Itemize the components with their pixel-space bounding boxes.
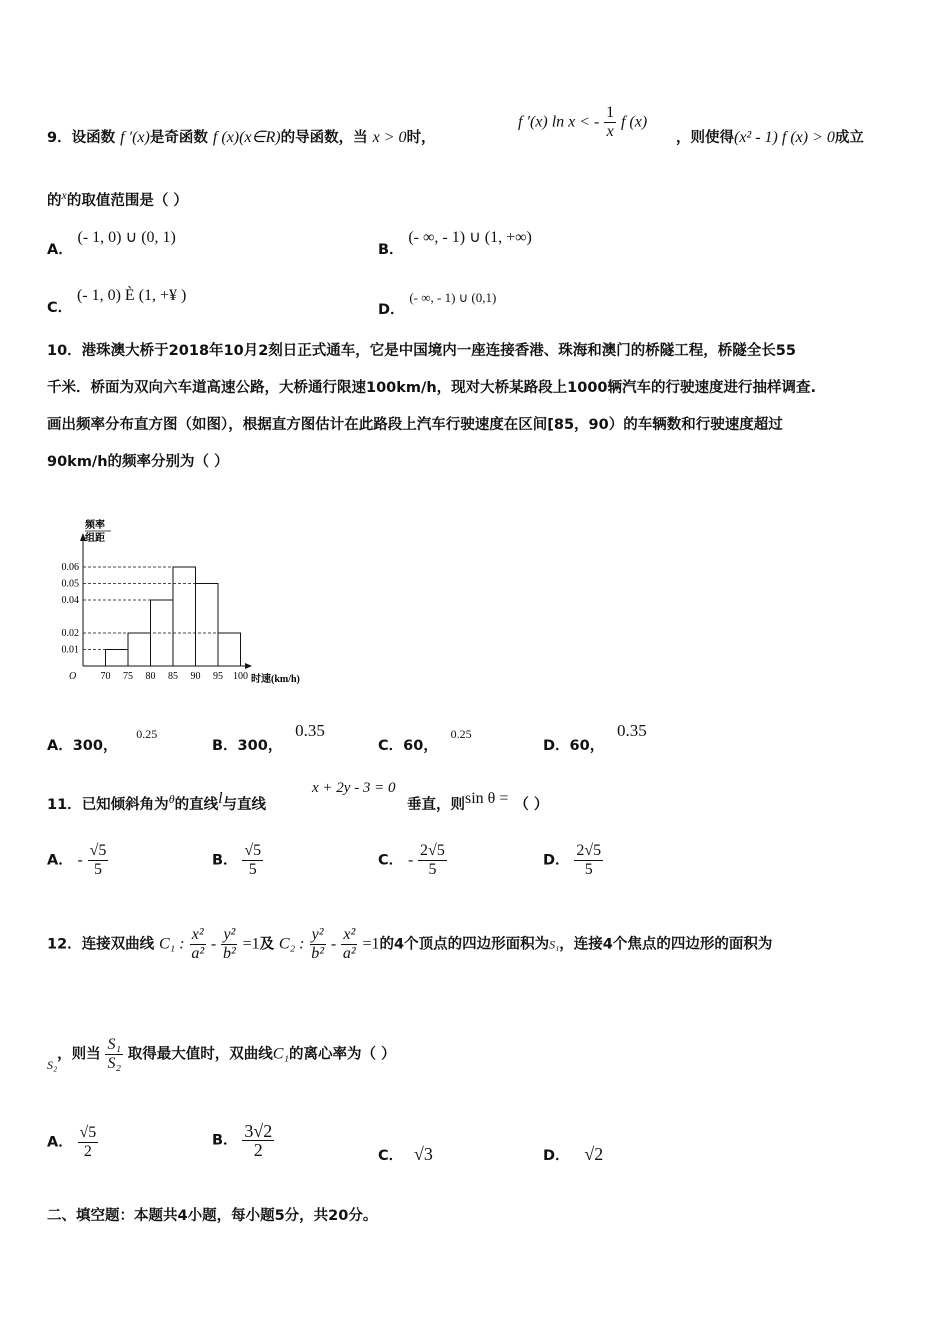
- q11-option-d: D． $\frac{2√5}{5}$: [543, 842, 602, 878]
- q10-line: 画出频率分布直方图（如图），根据直方图估计在此路段上汽车行驶速度在区间[85，90）的车辆数和行驶速度超过: [47, 417, 783, 433]
- q9-line1: 9．设函数 f ′(x)是奇函数 f (x)(x∈R)的导函数，当 x > 0时，: [47, 129, 436, 146]
- x-axis-label: 时速(km/h): [251, 674, 300, 685]
- x-tick-label: 95: [213, 671, 223, 682]
- q10-option-b: B．300， 0.35: [212, 721, 325, 754]
- q11-line-equation: x + 2y - 3 = 0: [312, 780, 396, 796]
- frequency-histogram: [45, 515, 315, 690]
- q9-option-d: D． (- ∞, - 1) ∪ (0,1): [378, 290, 497, 318]
- q10-line: 千米．桥面为双向六车道高速公路，大桥通行限速100km/h，现对大桥某路段上1000辆汽车的行驶速度进行抽样调查.: [47, 380, 816, 396]
- y-tick-label: 0.01: [61, 644, 79, 656]
- q10-option-d: D．60， 0.35: [543, 721, 647, 754]
- q12-option-a: A． $\frac{√5}{2}$: [47, 1124, 97, 1160]
- y-tick-label: 0.04: [61, 595, 79, 606]
- origin-label: O: [69, 671, 77, 682]
- histogram-bar: [218, 633, 241, 666]
- q9-line2: 的$^x$的取值范围是（ ）: [47, 188, 188, 209]
- x-tick-label: 100: [233, 671, 248, 682]
- q9-inequality: f ′(x) ln x < - $\frac{1}{x}$ f (x): [518, 104, 648, 140]
- q10-line: 90km/h的频率分别为（ ）: [47, 454, 229, 470]
- q12-option-b: B． $\frac{3√2}{2}$: [212, 1121, 273, 1160]
- q12-option-c: C． √3: [378, 1144, 433, 1164]
- y-axis-label-bottom: 组距: [85, 533, 105, 544]
- q11-stem: 11．已知倾斜角为$^\theta$的直线$^l$与直线: [47, 790, 267, 813]
- section-2-heading: 二、填空题：本题共4小题，每小题5分，共20分。: [47, 1208, 378, 1224]
- q12-line1: 12．连接双曲线 C₁ : $\frac{\text{x²}}{\text{a²}}$ - $\frac{\text{y²}}{\text{b²}}$ =1及 C₂ : $\frac{\text{y²}}{\text{b²}}$ - $\frac{\text{x²}}{\text{a²}}$ =1的4个顶点的四边形面积为S₁，连接4个焦点的四边形的面积为: [47, 926, 773, 962]
- q10-option-c: C．60， 0.25: [378, 727, 472, 754]
- q10-stem: [47, 333, 816, 481]
- histogram-bar: [106, 650, 129, 667]
- y-axis-label-top: 频率: [85, 520, 105, 531]
- x-tick-label: 75: [123, 671, 133, 682]
- q11-option-c: C． - $\frac{2√5}{5}$: [378, 842, 445, 878]
- q12-line2: $_{S_2}$，则当 $\frac{\text{S₁}}{\text{S₂}}$ 取得最大值时，双曲线C₁的离心率为（ ）: [47, 1036, 396, 1072]
- q9-option-a: A． (- 1, 0) ∪ (0, 1): [47, 229, 176, 258]
- q11-option-a: A． - $\frac{√5}{5}$: [47, 842, 107, 878]
- x-axis-arrow: [245, 663, 252, 669]
- q9-option-b: B． (- ∞, - 1) ∪ (1, +∞): [378, 229, 532, 258]
- q12-option-d: D． √2: [543, 1144, 604, 1164]
- q10-line: 10．港珠澳大桥于2018年10月2刻日正式通车，它是中国境内一座连接香港、珠海和澳门的桥隧工程，桥隧全长55: [47, 343, 796, 359]
- x-tick-label: 70: [100, 671, 111, 682]
- x-tick-label: 90: [190, 671, 201, 682]
- y-tick-label: 0.06: [61, 562, 79, 573]
- q9-fraction: $\frac{1}{x}$: [606, 104, 615, 140]
- q11-stem-tail: 垂直，则$^{sin \theta =}$ （ ）: [407, 790, 549, 813]
- histogram-bar: [173, 567, 196, 666]
- x-tick-label: 85: [168, 671, 178, 682]
- q10-option-a: A．300， 0.25: [47, 727, 158, 754]
- histogram-bar: [196, 584, 219, 667]
- x-tick-label: 80: [145, 671, 156, 682]
- histogram-bar: [128, 633, 151, 666]
- y-tick-label: 0.02: [61, 628, 79, 639]
- q9-line1-tail: ，则使得(x² - 1) f (x) > 0成立: [676, 129, 864, 146]
- q9-option-c: C． (- 1, 0) È (1, +¥ ): [47, 287, 187, 316]
- q11-option-b: B． $\frac{√5}{5}$: [212, 842, 262, 878]
- y-tick-label: 0.05: [61, 578, 79, 590]
